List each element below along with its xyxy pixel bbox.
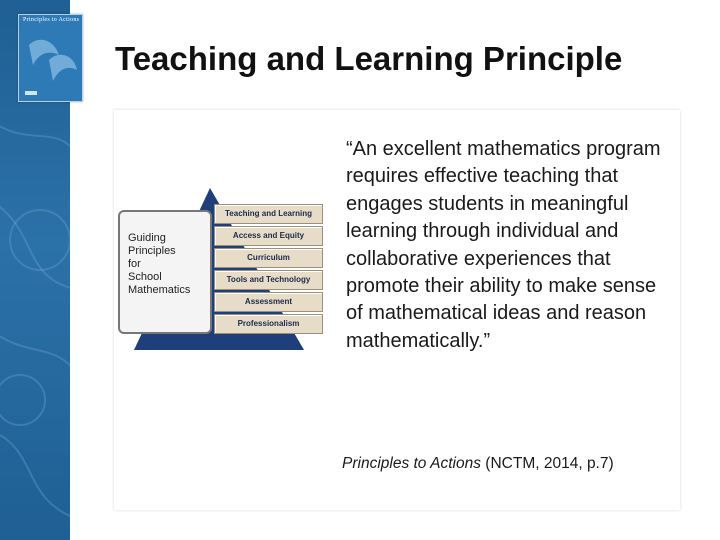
guide-line: Guiding [128,232,166,244]
citation [342,455,614,473]
guide-line: School [128,271,162,283]
tier-access-and-equity: Access and Equity [214,226,323,246]
slide-title: Teaching and Learning Principle [115,40,623,77]
tier-professionalism: Professionalism [214,314,323,334]
guiding-principles-box [118,210,212,334]
tier-assessment: Assessment [214,292,323,312]
citation-source: (NCTM, 2014, p.7) [481,455,614,472]
tier-tools-and-technology: Tools and Technology [214,270,323,290]
book-cover-thumbnail [18,14,83,102]
citation-title: Principles to Actions [342,455,481,472]
guide-label [128,232,190,297]
tier-curriculum: Curriculum [214,248,323,268]
guide-line: Mathematics [128,284,191,296]
cover-title: Principles to Actions [23,17,80,23]
tier-teaching-and-learning: Teaching and Learning [214,204,323,224]
guiding-principles-diagram [114,180,334,360]
guide-line: Principles [128,245,176,257]
cover-art [19,15,82,101]
principle-quote: “An excellent mathematics program requires effective teaching that engages students in meaningful learning through individual and collaborative experiences that promote their ability to make sense of mathematical ideas and reason mathematically.” [346,138,661,352]
content-panel [114,110,680,510]
guide-line: for [128,258,141,270]
